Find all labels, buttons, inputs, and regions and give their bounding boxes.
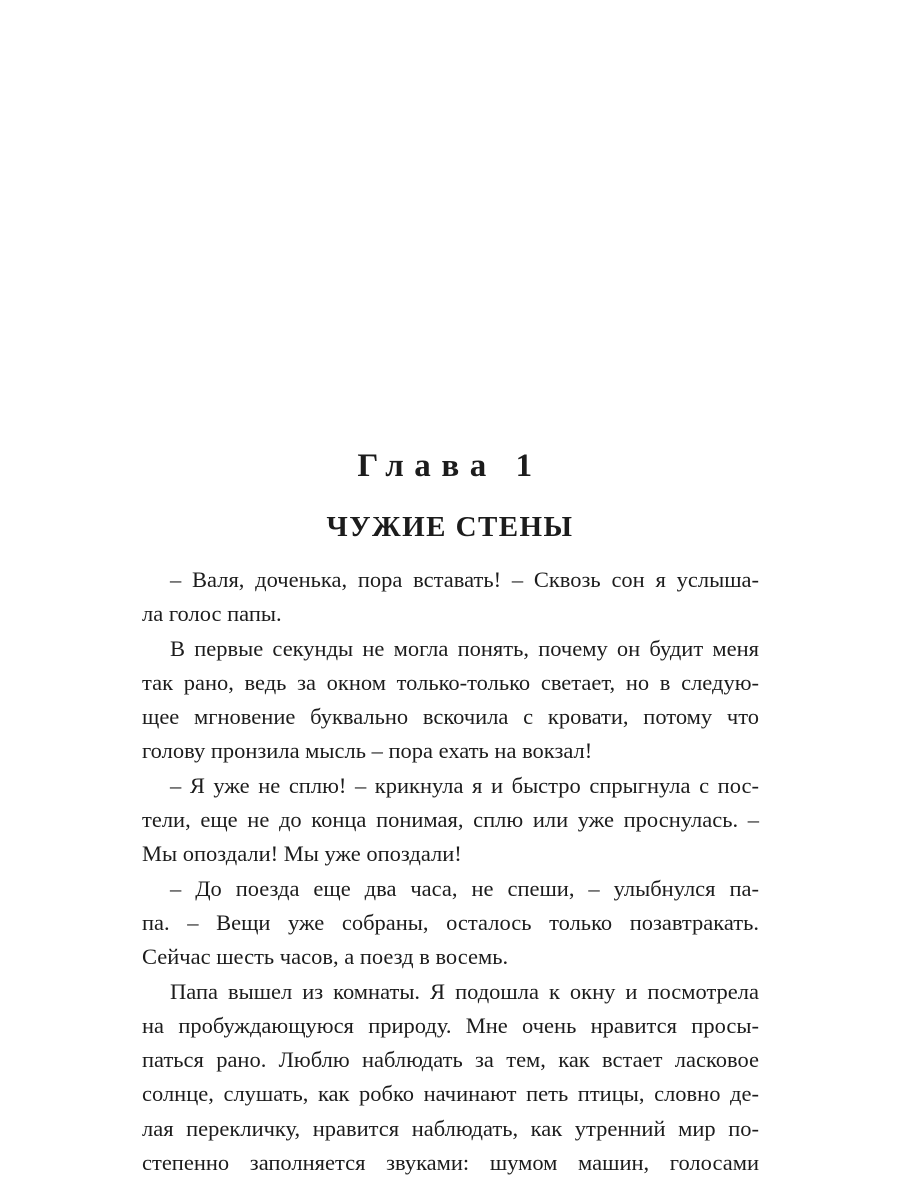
text-line: так рано, ведь за окном только-только светает, но в следую- — [142, 669, 759, 695]
text-line: па. – Вещи уже собраны, осталось только позавтракать. — [142, 909, 759, 935]
text-line: Папа вышел из комнаты. Я подошла к окну и посмотрела — [170, 978, 759, 1004]
chapter-number: Глава 1 — [357, 448, 543, 484]
text-line: голову пронзила мысль – пора ехать на вокзал! — [142, 738, 593, 764]
text-line: тели, еще не до конца понимая, сплю или уже проснулась. – — [142, 807, 759, 833]
text-line: степенно заполняется звуками: шумом машин, голосами — [142, 1150, 759, 1176]
text-line: паться рано. Люблю наблюдать за тем, как встает ласковое — [142, 1047, 759, 1073]
text-line: ла голос папы. — [142, 601, 282, 627]
text-line: – До поезда еще два часа, не спеши, – улыбнулся па- — [170, 875, 759, 901]
text-line: Сейчас шесть часов, а поезд в восемь. — [142, 944, 509, 970]
text-line: – Валя, доченька, пора вставать! – Сквозь сон я услыша- — [170, 567, 759, 592]
text-line: лая перекличку, нравится наблюдать, как утренний мир по- — [142, 1115, 759, 1141]
text-line: щее мгновение буквально вскочила с кровати, потому что — [142, 704, 759, 730]
text-line: на пробуждающуюся природу. Мне очень нравится просы- — [142, 1012, 759, 1038]
text-line: Мы опоздали! Мы уже опоздали! — [142, 841, 462, 867]
text-line: – Я уже не сплю! – крикнула я и быстро спрыгнула с пос- — [170, 772, 759, 798]
chapter-title: ЧУЖИЕ СТЕНЫ — [326, 511, 574, 543]
text-line: солнце, слушать, как робко начинают петь птицы, словно де- — [142, 1081, 759, 1107]
text-line: В первые секунды не могла понять, почему он будит меня — [170, 635, 759, 661]
body-text — [142, 563, 759, 1180]
